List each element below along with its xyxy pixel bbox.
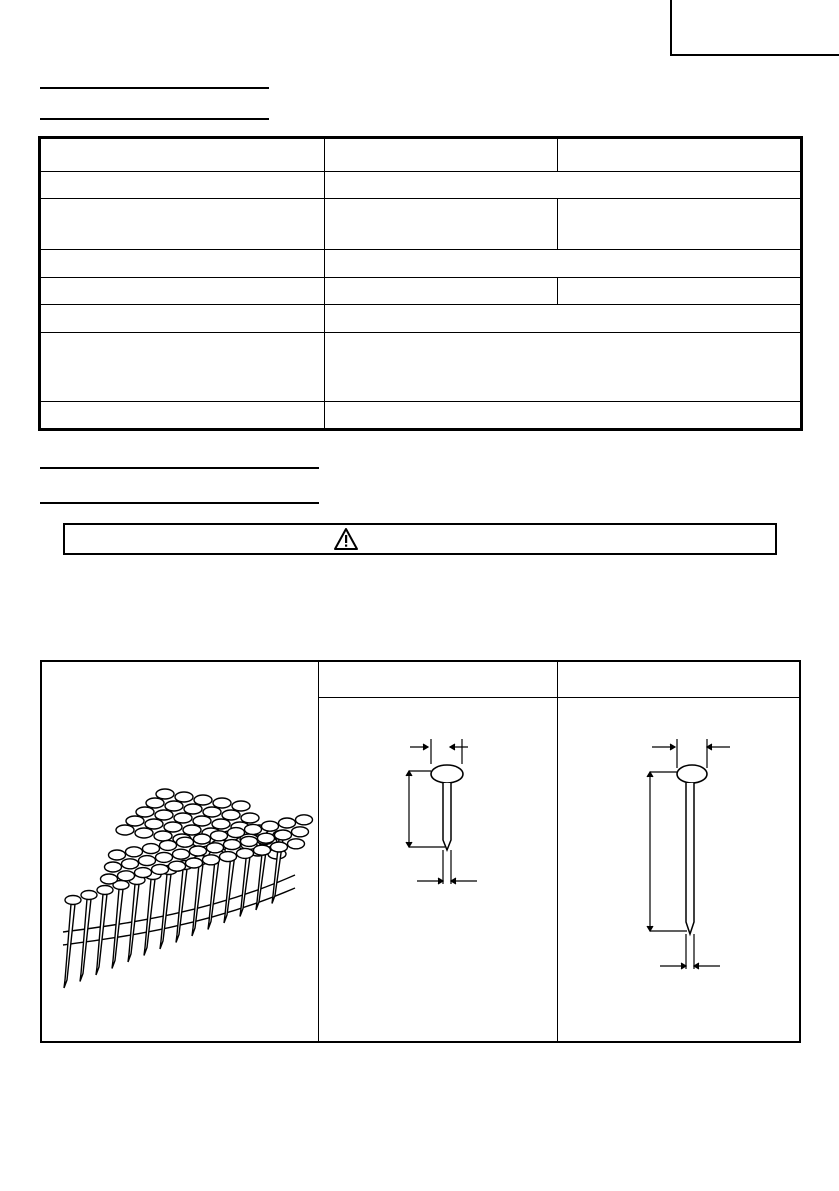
table-cell — [41, 305, 325, 333]
table-cell — [325, 305, 801, 333]
table-row — [41, 172, 801, 199]
nail-table-header-col1 — [320, 665, 555, 695]
table-row — [41, 278, 801, 305]
section1-heading-rule-bottom — [40, 118, 269, 120]
section1-heading-rule-top — [40, 87, 269, 89]
nail-table-divider-2 — [557, 660, 558, 1043]
table-row — [41, 305, 801, 333]
table-cell — [41, 333, 325, 402]
table-cell — [558, 278, 801, 305]
table-cell — [41, 139, 325, 172]
short-nail-diagram — [395, 738, 490, 888]
table-cell — [325, 172, 801, 199]
table-row — [41, 250, 801, 278]
table-cell — [41, 278, 325, 305]
table-row — [41, 139, 801, 172]
table-cell — [325, 278, 558, 305]
long-nail-diagram — [640, 738, 735, 973]
specifications-table — [40, 138, 801, 429]
table-cell — [41, 250, 325, 278]
table-cell — [41, 199, 325, 250]
table-row — [41, 199, 801, 250]
table-row — [41, 333, 801, 402]
nail-coil-illustration — [55, 775, 315, 990]
section2-heading-rule-bottom — [40, 502, 319, 504]
table-row — [41, 402, 801, 429]
page-number-tab — [670, 0, 839, 56]
table-cell — [325, 402, 801, 429]
nail-table-divider-1 — [318, 660, 319, 1043]
table-cell — [325, 139, 558, 172]
table-cell — [325, 250, 801, 278]
section2-heading-rule-top — [40, 467, 319, 469]
table-cell — [558, 139, 801, 172]
section2-heading — [40, 445, 320, 465]
table-cell — [325, 333, 801, 402]
warning-banner — [63, 523, 777, 555]
nail-table-header-rule — [318, 697, 800, 698]
table-cell — [325, 199, 558, 250]
table-cell — [558, 199, 801, 250]
nail-table-header-col2 — [560, 665, 798, 695]
table-cell — [41, 402, 325, 429]
warning-triangle-icon — [333, 527, 359, 551]
table-cell — [41, 172, 325, 199]
